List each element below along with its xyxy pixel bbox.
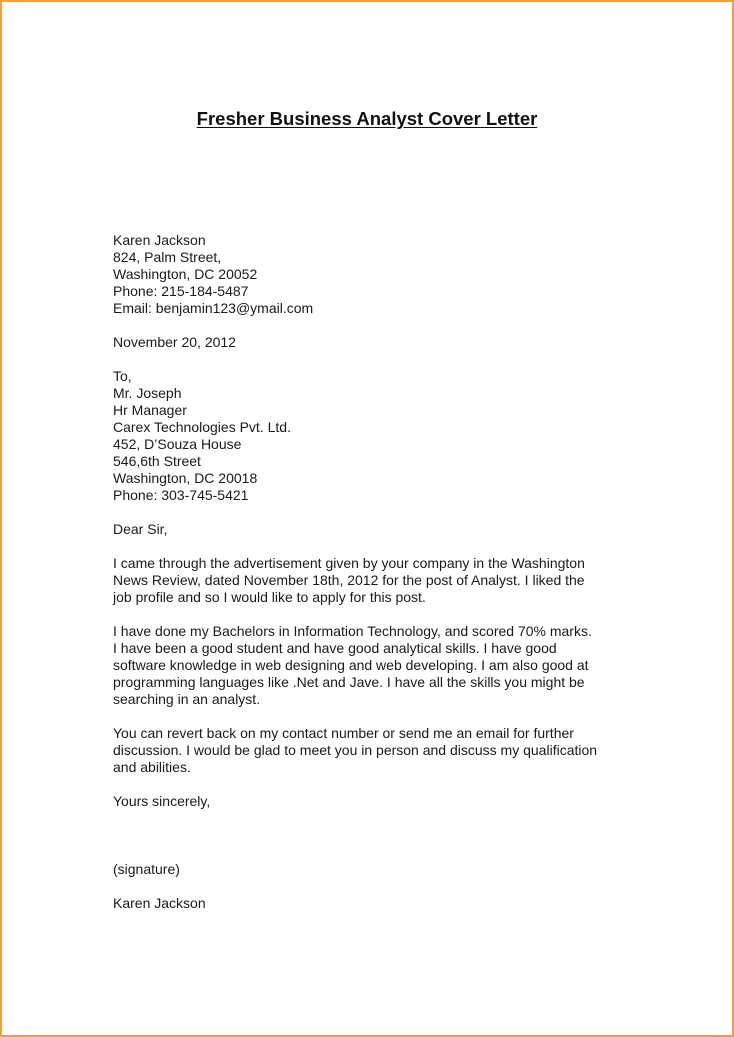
paragraph-line: You can revert back on my contact number or send me an email for further [113, 725, 574, 741]
paragraph-line: and abilities. [113, 759, 191, 775]
paragraph-line: I came through the advertisement given by your company in the Washington [113, 555, 585, 571]
document-title: Fresher Business Analyst Cover Letter [196, 108, 538, 129]
sender-phone: Phone: 215-184-5487 [113, 283, 249, 299]
sender-street: 824, Palm Street, [113, 249, 222, 265]
sender-address-block [113, 232, 633, 317]
sender-email: Email: benjamin123@ymail.com [113, 300, 314, 316]
paragraph-line: I have been a good student and have good analytical skills. I have good [113, 640, 557, 656]
recipient-company: Carex Technologies Pvt. Ltd. [113, 419, 291, 435]
spacer [113, 606, 633, 623]
spacer [113, 708, 633, 725]
recipient-title: Hr Manager [113, 402, 187, 418]
spacer [113, 776, 633, 793]
paragraph-line: News Review, dated November 18th, 2012 for the post of Analyst. I liked the [113, 572, 585, 588]
recipient-to: To, [113, 368, 132, 384]
recipient-name: Mr. Joseph [113, 385, 182, 401]
paragraph-line: I have done my Bachelors in Information Technology, and scored 70% marks. [113, 623, 592, 639]
signature-placeholder: (signature) [113, 861, 180, 877]
paragraph-1 [113, 555, 633, 606]
sender-name: Karen Jackson [113, 232, 206, 248]
signer-name: Karen Jackson [113, 895, 206, 911]
paragraph-line: programming languages like .Net and Jave. I have all the skills you might be [113, 674, 585, 690]
spacer [113, 810, 633, 861]
sender-city: Washington, DC 20052 [113, 266, 258, 282]
recipient-building: 452, D’Souza House [113, 436, 242, 452]
paragraph-line: software knowledge in web designing and web developing. I am also good at [113, 657, 589, 673]
paragraph-2 [113, 623, 633, 708]
paragraph-line: job profile and so I would like to apply for this post. [113, 589, 426, 605]
spacer [113, 878, 633, 895]
salutation: Dear Sir, [113, 521, 168, 537]
recipient-street: 546,6th Street [113, 453, 201, 469]
paragraph-line: searching in an analyst. [113, 691, 261, 707]
paragraph-3 [113, 725, 633, 776]
letter-date: November 20, 2012 [113, 334, 236, 350]
recipient-phone: Phone: 303-745-5421 [113, 487, 249, 503]
paragraph-line: discussion. I would be glad to meet you in person and discuss my qualification [113, 742, 598, 758]
letter-body [113, 232, 633, 912]
recipient-address-block [113, 368, 633, 504]
recipient-city: Washington, DC 20018 [113, 470, 258, 486]
spacer [113, 504, 633, 521]
spacer [113, 317, 633, 334]
spacer [113, 538, 633, 555]
closing: Yours sincerely, [113, 793, 211, 809]
spacer [113, 351, 633, 368]
